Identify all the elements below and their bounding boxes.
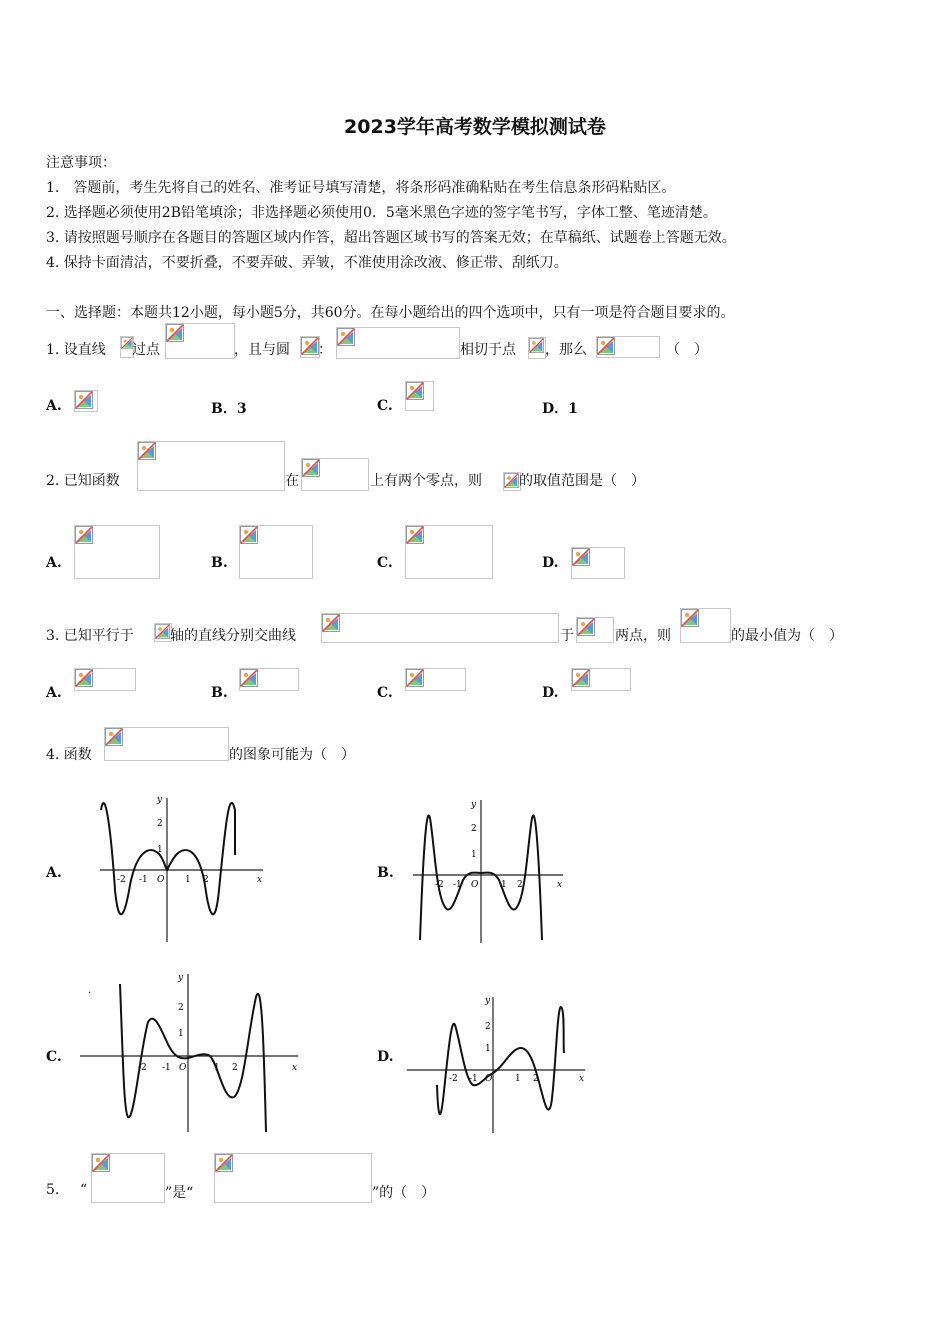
graph-tick: -1	[469, 1074, 478, 1084]
q5-number: 5.	[46, 1182, 60, 1198]
graph-tick: 2	[517, 880, 523, 890]
graph-tick: 1	[157, 845, 163, 855]
image-placeholder	[571, 547, 625, 579]
q1-text: 过点	[132, 342, 160, 358]
image-placeholder	[239, 668, 299, 691]
notice-item: 1. 答题前，考生先将自己的姓名、准考证号填写清楚，将条形码准确粘贴在考生信息条形码粘贴区。	[46, 180, 676, 196]
image-placeholder	[214, 1153, 372, 1203]
image-placeholder	[405, 381, 434, 411]
q5-text: ”是“	[165, 1185, 194, 1201]
q4-text: 的图象可能为（ ）	[229, 747, 355, 763]
graph-label-x: x	[579, 1074, 585, 1084]
graph-tick: 1	[214, 1063, 220, 1073]
q3-text: 轴的直线分别交曲线	[170, 628, 296, 644]
graph-tick: 1	[178, 1029, 184, 1039]
q1-text: 相切于点	[460, 342, 516, 358]
graph-tick: 1	[501, 880, 507, 890]
q1-text: 1. 设直线	[46, 342, 106, 358]
graph-label-o: O	[179, 1063, 187, 1073]
option-d: D.	[542, 685, 559, 701]
image-placeholder	[405, 525, 493, 579]
option-c: C.	[377, 555, 393, 571]
graph-label-y: y	[471, 800, 477, 810]
graph-label-o: O	[485, 1074, 493, 1084]
image-placeholder	[301, 458, 369, 491]
option-c: C.	[377, 685, 393, 701]
graph-a	[95, 790, 270, 948]
q1-text: ：	[318, 342, 332, 358]
notice-item: 3. 请按照题号顺序在各题目的答题区域内作答，超出答题区域书写的答案无效；在草稿纸、试题卷上答题无效。	[46, 230, 736, 246]
graph-tick: 1	[515, 1074, 521, 1084]
option-d: D.	[542, 555, 559, 571]
q2-text: 在	[285, 473, 299, 489]
image-placeholder	[300, 336, 320, 358]
image-placeholder	[74, 668, 136, 691]
image-placeholder	[74, 390, 98, 412]
option-d: D．1	[542, 401, 578, 417]
q1-text: ，且与圆	[234, 342, 290, 358]
graph-tick: -2	[449, 1074, 458, 1084]
image-placeholder	[165, 323, 235, 359]
option-c: C.	[377, 398, 393, 414]
image-placeholder	[405, 668, 466, 691]
q3-text: 于	[560, 628, 574, 644]
image-placeholder	[91, 1153, 165, 1203]
image-placeholder	[239, 525, 313, 579]
graph-label-x: x	[257, 875, 263, 885]
graph-c	[78, 972, 303, 1137]
graph-tick: 1	[471, 850, 477, 860]
graph-label-x: x	[292, 1063, 298, 1073]
graph-d	[405, 995, 590, 1135]
q5-text: ”的（ ）	[372, 1185, 436, 1201]
option-a: A.	[46, 685, 62, 701]
q2-text: 2. 已知函数	[46, 473, 120, 489]
q2-text: 的取值范围是（ ）	[519, 473, 645, 489]
graph-tick: 1	[485, 1044, 491, 1054]
option-d: D.	[377, 1049, 394, 1065]
notice-item: 2. 选择题必须使用2B铅笔填涂；非选择题必须使用0．5毫米黑色字迹的签字笔书写，字体工整、笔迹清楚。	[46, 205, 717, 221]
q2-text: 上有两个零点，则	[370, 473, 482, 489]
graph-tick: 2	[178, 1003, 184, 1013]
option-a: A.	[46, 555, 62, 571]
option-c: C.	[46, 1049, 62, 1065]
graph-tick: -2	[117, 875, 126, 885]
graph-label-y: y	[157, 795, 163, 805]
graph-tick: -1	[453, 880, 462, 890]
section-heading: 一、选择题：本题共12小题，每小题5分，共60分。在每小题给出的四个选项中，只有一项是符合题目要求的。	[46, 305, 735, 321]
image-placeholder	[571, 668, 631, 691]
graph-tick: 2	[157, 819, 163, 829]
image-placeholder	[576, 617, 614, 643]
q3-text: 3. 已知平行于	[46, 628, 134, 644]
q3-text: 两点，则	[615, 628, 671, 644]
q1-text: ，那么	[545, 342, 587, 358]
graph-dot: ·	[88, 988, 92, 999]
image-placeholder	[137, 441, 285, 491]
option-b: B.	[377, 865, 394, 881]
q4-text: 4. 函数	[46, 747, 92, 763]
graph-label-y: y	[178, 973, 184, 983]
graph-label-o: O	[157, 875, 165, 885]
graph-label-y: y	[485, 996, 491, 1006]
notice-item: 4. 保持卡面清洁，不要折叠，不要弄破、弄皱，不准使用涂改液、修正带、刮纸刀。	[46, 255, 568, 271]
option-b: B．3	[211, 401, 247, 417]
q1-text: （ ）	[666, 342, 708, 358]
image-placeholder	[596, 336, 660, 358]
graph-tick: 2	[485, 1022, 491, 1032]
option-a: A.	[46, 398, 62, 414]
image-placeholder	[336, 327, 460, 359]
image-placeholder	[321, 613, 559, 643]
graph-tick: 2	[232, 1063, 238, 1073]
graph-label-o: O	[471, 880, 479, 890]
option-b: B.	[211, 685, 228, 701]
graph-tick: 1	[185, 875, 191, 885]
graph-tick: 2	[471, 824, 477, 834]
q3-text: 的最小值为（ ）	[731, 628, 843, 644]
image-placeholder	[528, 337, 546, 359]
image-placeholder	[680, 608, 731, 643]
page-title: 2023学年高考数学模拟测试卷	[344, 116, 606, 138]
graph-tick: -1	[139, 875, 148, 885]
option-a: A.	[46, 865, 62, 881]
image-placeholder	[74, 525, 160, 579]
q5-text: “	[80, 1182, 88, 1198]
graph-tick: -2	[435, 880, 444, 890]
graph-tick: -2	[138, 1063, 147, 1073]
option-b: B.	[211, 555, 228, 571]
graph-tick: 2	[533, 1074, 539, 1084]
notice-heading: 注意事项：	[46, 155, 116, 171]
image-placeholder	[104, 727, 229, 761]
graph-tick: -1	[162, 1063, 171, 1073]
graph-b	[405, 795, 570, 945]
graph-label-x: x	[557, 880, 563, 890]
graph-tick: 2	[203, 875, 209, 885]
